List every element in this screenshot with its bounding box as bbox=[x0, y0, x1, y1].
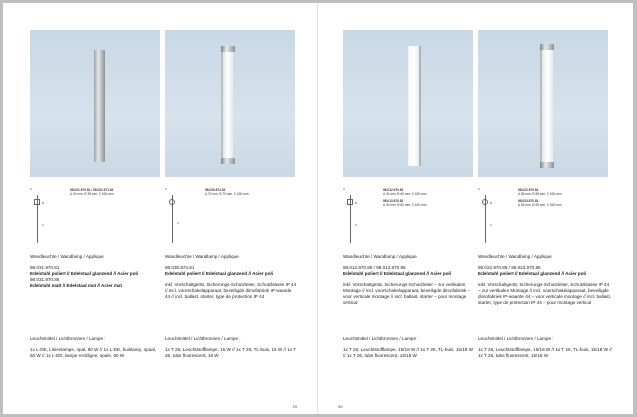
product-photo-3 bbox=[343, 30, 473, 177]
product-info-1: Wandleuchte / Wandlamp / Applique 98.031.970.81 Edelstahl poliert // Edelstaal glanzend // Acier poli 98.031.970.85 Edelstahl matt // Edelstaal mat // Acier mat bbox=[30, 254, 139, 288]
right-page bbox=[318, 3, 633, 414]
product-info-4: Wandleuchte / Wandlamp / Applique 98.022.970.85 / 98.023.970.85 Edelstahl poliert // Edelstaal glanzend // Acier poli inkl. Vorschaltgerät, Sicherungs-Schutzleiter, Schutzklasse IP 44 – zur vertikalen Montage // incl. voorschakelapparaat, beveiligde dimofabriek IP-waarde 44 – voor verticale montage // incl. ballast, starter, type de protection IP 44 – pour montage vertical bbox=[478, 254, 612, 305]
dimension-drawing-2: A C bbox=[165, 187, 205, 243]
catalog-spread bbox=[3, 3, 634, 414]
article-codes-4: 98.022.970.81 A 65 mm, B 55 mm, C 600 mm 98.023.970.81 A 65 mm, B 55 mm, C 600 mm bbox=[518, 188, 562, 207]
article-codes-3: 98.012.970.81 A 40 mm, B 60 mm, C 600 mm 98.013.970.81 A 40 mm, B 60 mm, C 600 mm bbox=[383, 188, 427, 207]
lamp-info-1: Leuchtmittel / Lichtbronnen / Lampe : 1x L-DE, Linienlampe, opal, 60 W // 1x L-DE, buislamp, opaal, 60 W // 1x L-DE, lampe rectiligne, opale, 60 W bbox=[30, 336, 157, 358]
page-number: 29 bbox=[292, 404, 297, 409]
left-page bbox=[3, 3, 318, 414]
lamp-info-3: Leuchtmittel / Lichtbronnen / Lampe : 1x T 26, Leuchtstofflampe, 15/18 W // 1x T 26, TL-buis, 15/18 W // 1x T 26, tube fluorescent, 15/18 W bbox=[343, 336, 473, 358]
dimension-drawing-4: A B C bbox=[478, 187, 518, 243]
product-photo-4 bbox=[478, 30, 608, 177]
product-info-3: Wandleuchte / Wandlamp / Applique 98.012.970.85 / 98.013.970.85 Edelstahl poliert // Edelstaal glanzend // Acier poli inkl. Vorschaltgerät, Sicherungs-Schutzleiter – zur vertikalen Montage // incl. voorschakelapparaat, beveiligde dimofabriek – voor verticale montage // incl. ballast, starter – pour montage vertical bbox=[343, 254, 471, 305]
product-photo-1 bbox=[30, 30, 160, 177]
wall-lamp-image bbox=[221, 46, 233, 164]
lamp-info-2: Leuchtmittel / Lichtbronnen / Lampe : 1x T 26, Leuchtstofflampe, 15 W // 1x T 26, TL-buis, 15 W // 1x T 26, tube fluorescent, 15 W bbox=[165, 336, 297, 358]
wall-lamp-image bbox=[94, 50, 105, 162]
wall-lamp-image bbox=[540, 44, 553, 168]
article-codes-2: 98.030.874.81 A 70 mm, B 70 mm, C 600 mm bbox=[205, 188, 249, 196]
wall-lamp-image bbox=[408, 46, 421, 166]
lamp-info-4: Leuchtmittel / Lichtbronnen / Lampe : 1x T 26, Leuchtstofflampe, 15/18 W // 1x T 26, TL-buis, 15/18 W // 1x T 26, tube fluorescent, 15/18 W bbox=[478, 336, 612, 358]
page-number: 30 bbox=[338, 404, 343, 409]
dimension-drawing-3: A B C bbox=[343, 187, 383, 243]
article-codes-1: 98.031.970.81 / 98.031.971.81 A 40 mm, B 35 mm, C 600 mm bbox=[70, 188, 114, 196]
product-photo-2 bbox=[165, 30, 295, 177]
dimension-drawing-1: A B C bbox=[30, 187, 70, 243]
product-info-2: Wandleuchte / Wandlamp / Applique 98.030.874.81 Edelstahl poliert // Edelstaal glanzend // Acier poli inkl. Vorschaltgerät, Sicherungs-Schutzleiter, Schutzklasse IP 44 // incl. voorschakelapparaat, beveiligde dimofabriek IP-waarde 44 // incl. ballast, starter, type de protection IP 44 bbox=[165, 254, 297, 299]
